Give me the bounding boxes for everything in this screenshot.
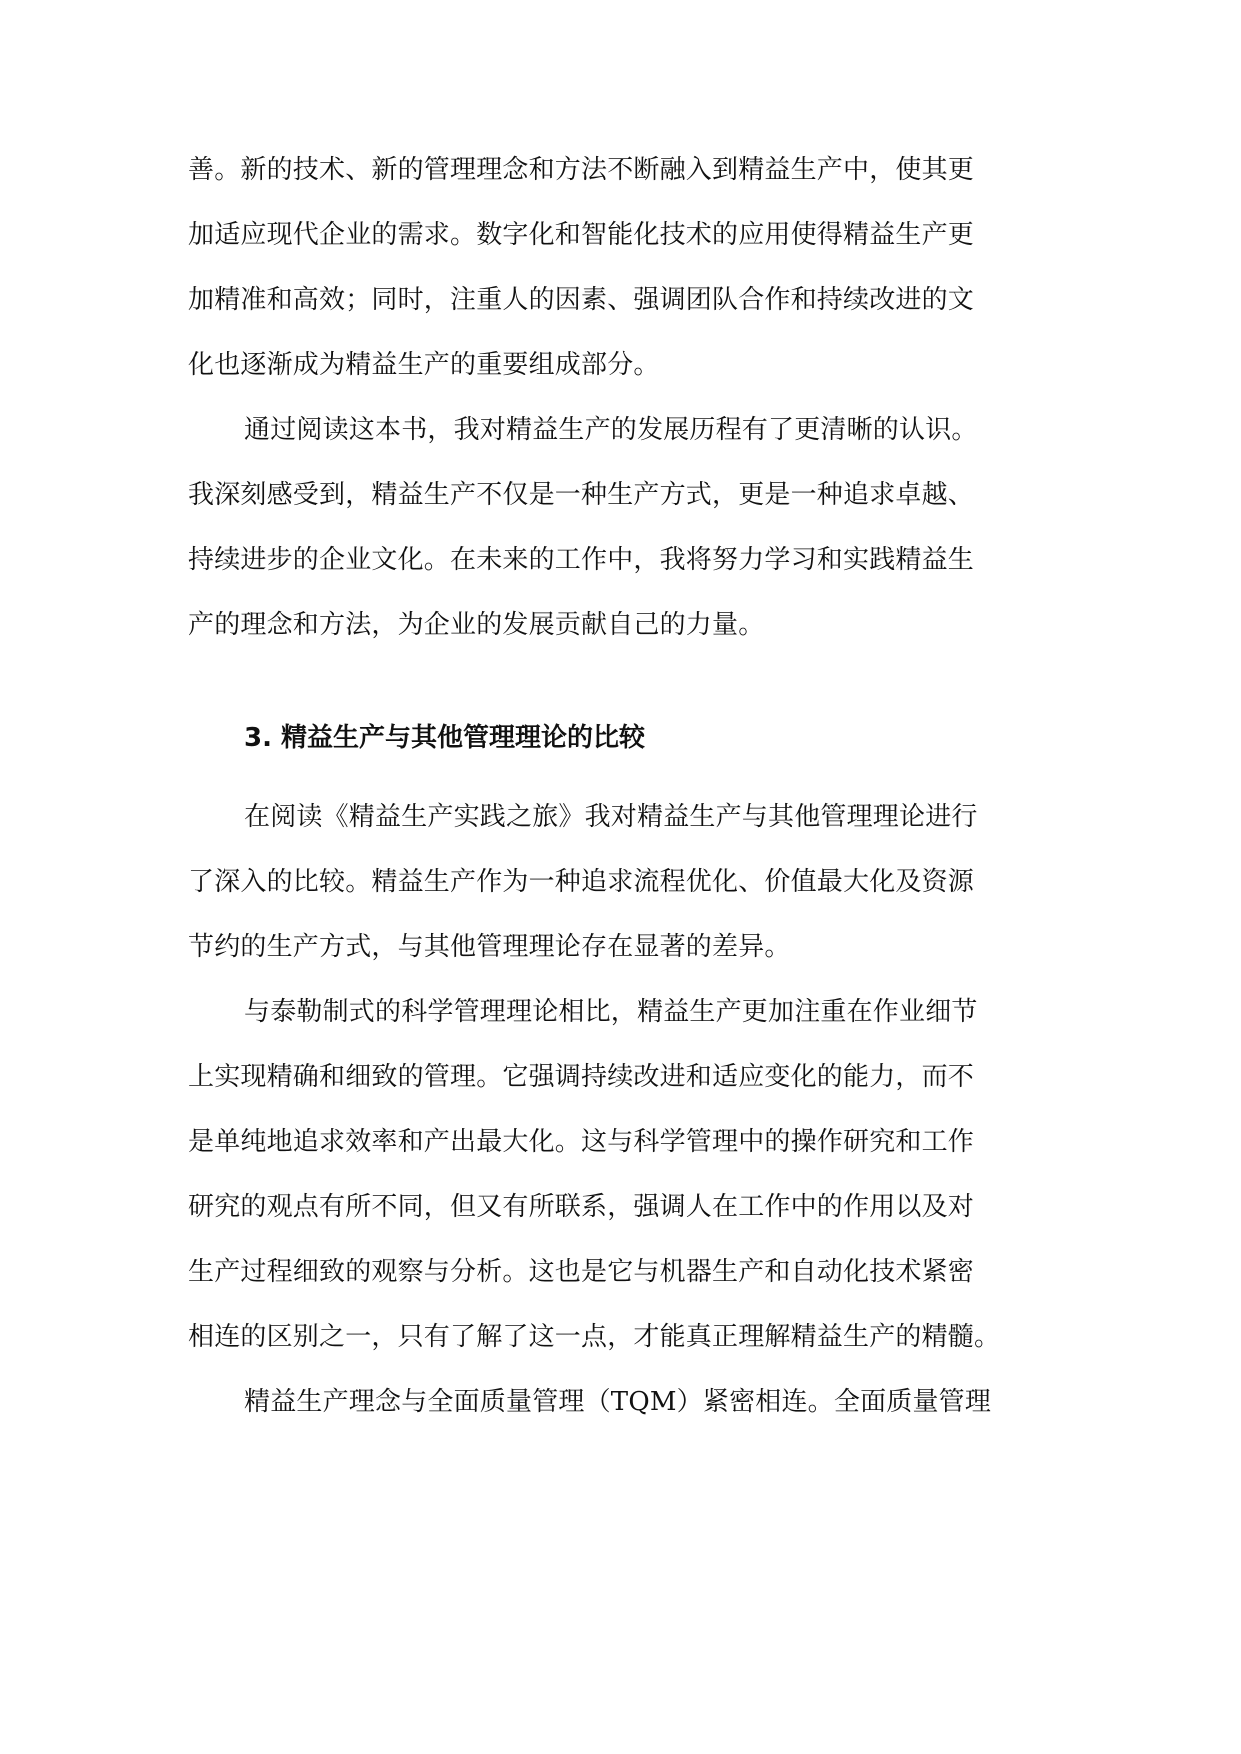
text-line: 相连的区别之一，只有了解了这一点，才能真正理解精益生产的精髓。: [188, 1322, 1001, 1352]
text-line: 节约的生产方式，与其他管理理论存在显著的差异。: [188, 932, 791, 962]
text-line: 通过阅读这本书，我对精益生产的发展历程有了更清晰的认识。: [244, 415, 978, 445]
section-spacer: [188, 658, 1054, 706]
text-line: 上实现精确和细致的管理。它强调持续改进和适应变化的能力，而不: [188, 1062, 975, 1092]
text-line: 加适应现代企业的需求。数字化和智能化技术的应用使得精益生产更: [188, 220, 975, 250]
text-line: 加精准和高效；同时，注重人的因素、强调团队合作和持续改进的文: [188, 285, 975, 315]
text-line: 产的理念和方法，为企业的发展贡献自己的力量。: [188, 610, 765, 640]
text-line: 化也逐渐成为精益生产的重要组成部分。: [188, 350, 660, 380]
heading-spacer: [188, 771, 1054, 785]
paragraph-2: [188, 398, 1054, 658]
text-line: 精益生产理念与全面质量管理（TQM）紧密相连。全面质量管理: [244, 1387, 992, 1417]
text-line: 与泰勒制式的科学管理理论相比，精益生产更加注重在作业细节: [244, 997, 978, 1027]
text-line: 善。新的技术、新的管理理念和方法不断融入到精益生产中，使其更: [188, 155, 975, 185]
text-line: 了深入的比较。精益生产作为一种追求流程优化、价值最大化及资源: [188, 867, 975, 897]
paragraph-3: [188, 785, 1054, 980]
text-line: 持续进步的企业文化。在未来的工作中，我将努力学习和实践精益生: [188, 545, 975, 575]
text-line: 在阅读《精益生产实践之旅》我对精益生产与其他管理理论进行: [244, 802, 978, 832]
paragraph-5: [188, 1370, 1054, 1435]
paragraph-1: [188, 138, 1054, 398]
text-line: 我深刻感受到，精益生产不仅是一种生产方式，更是一种追求卓越、: [188, 480, 975, 510]
paragraph-4: [188, 980, 1054, 1370]
text-line: 是单纯地追求效率和产出最大化。这与科学管理中的操作研究和工作: [188, 1127, 975, 1157]
text-line: 生产过程细致的观察与分析。这也是它与机器生产和自动化技术紧密: [188, 1257, 975, 1287]
text-line: 研究的观点有所不同，但又有所联系，强调人在工作中的作用以及对: [188, 1192, 975, 1222]
document-body: [188, 138, 1054, 1435]
section-heading: 3. 精益生产与其他管理理论的比较: [244, 723, 646, 753]
